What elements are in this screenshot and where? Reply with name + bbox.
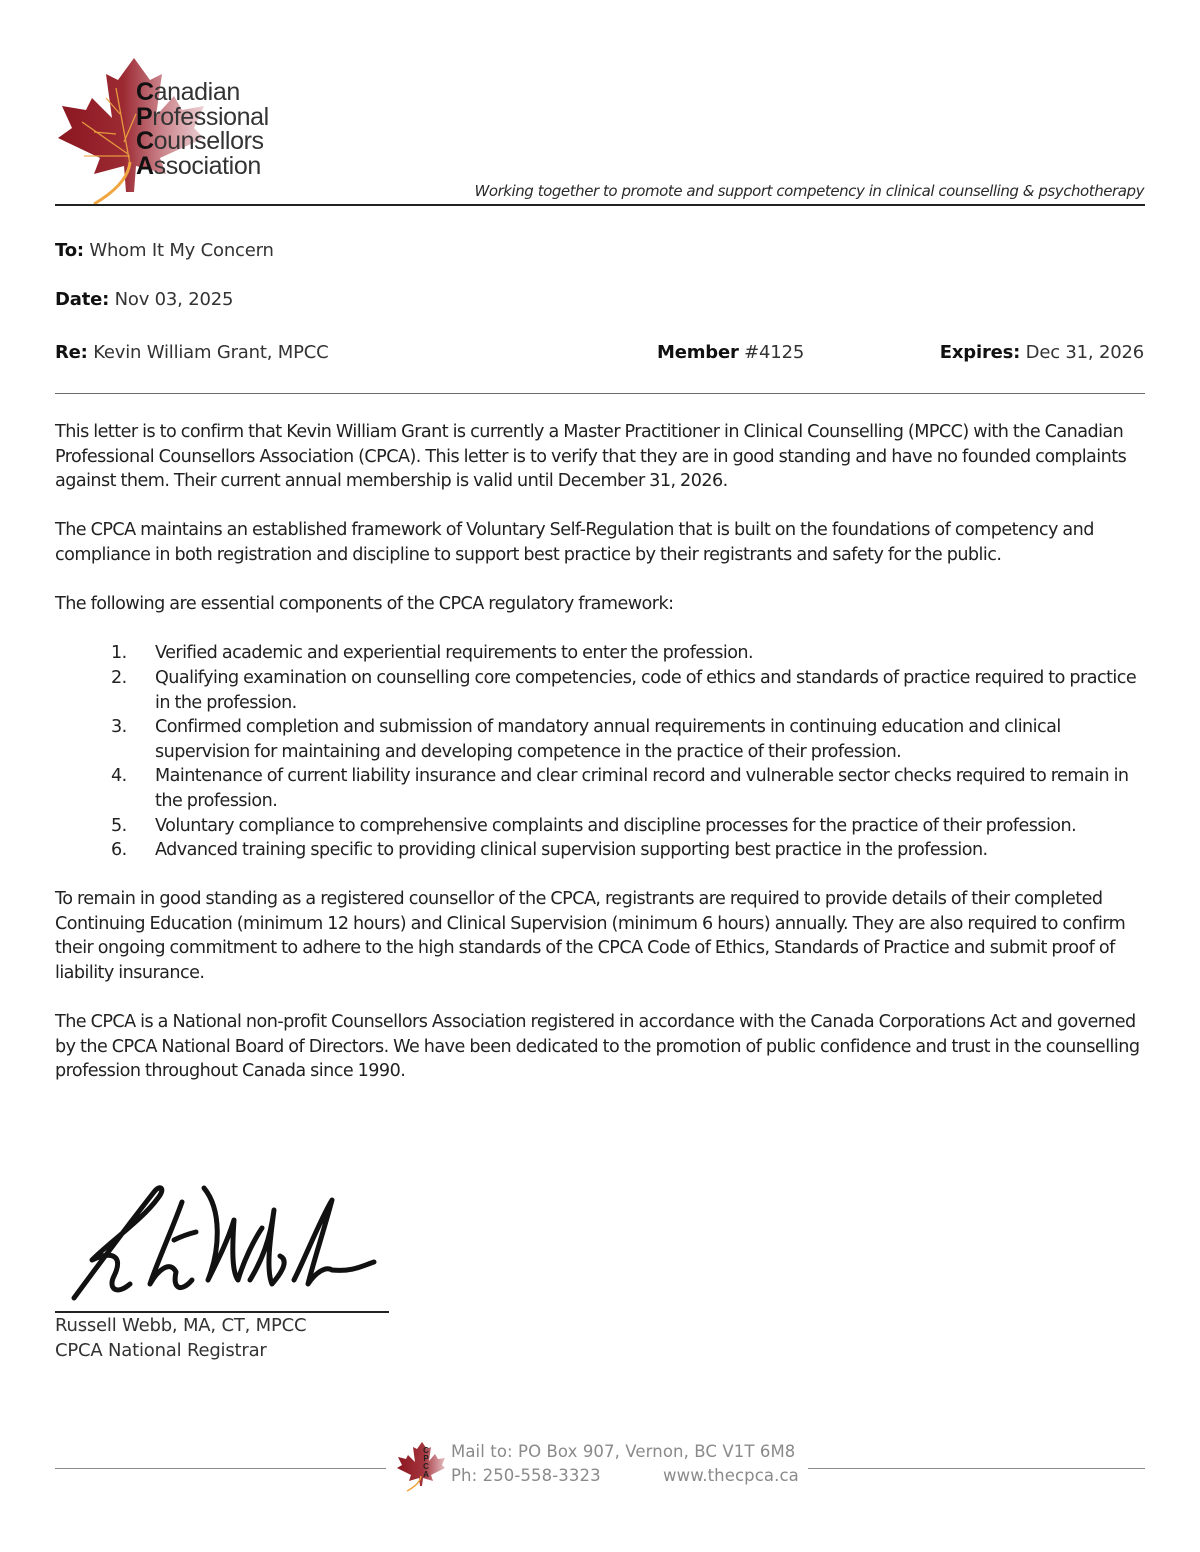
list-item: 1. Verified academic and experiential requirements to enter the profession. (111, 643, 754, 664)
signatory-name: Russell Webb, MA, CT, MPCC (55, 1315, 307, 1336)
date-label: Date: (55, 289, 110, 310)
member-label: Member (657, 342, 739, 363)
footer-rule-right (808, 1468, 1145, 1469)
tagline: Working together to promote and support competency in clinical counselling & psychotherapy (474, 182, 1144, 200)
logo-line-3: Counsellors (136, 127, 264, 155)
member-value: #4125 (738, 342, 805, 363)
logo-line-1: Canadian (136, 78, 240, 106)
footer-mailing-address: Mail to: PO Box 907, Vernon, BC V1T 6M8 (451, 1442, 796, 1461)
footer-phone: Ph: 250-558-3323 (451, 1466, 601, 1485)
expires-label: Expires: (939, 342, 1021, 363)
re-value: Kevin William Grant, MPCC (87, 342, 329, 363)
logo-line-2: Professional (136, 102, 269, 131)
date-line (55, 289, 233, 310)
to-label: To: (55, 240, 84, 261)
footer-rule-left (55, 1468, 386, 1469)
expires-value: Dec 31, 2026 (1020, 342, 1144, 363)
paragraph-components-intro: The following are essential components of the CPCA regulatory framework: (55, 594, 674, 615)
cpca-logo (54, 54, 294, 206)
list-item: 2. Qualifying examination on counselling core competencies, code of ethics and standards of practice required to practice in the profession. (111, 667, 1137, 713)
date-value: Nov 03, 2025 (109, 289, 234, 310)
signatory-title: CPCA National Registrar (55, 1340, 267, 1361)
footer-logo-letter: C (423, 1462, 429, 1471)
re-label: Re: (55, 342, 88, 363)
paragraph-about-cpca: The CPCA is a National non-profit Counsellors Association registered in accordance with the Canada Corporations Act and governed by the CPCA National Board of Directors. We have been dedicated to the promotion of public confidence and trust in the counselling profession throughout Canada since 1990. (55, 1012, 1140, 1082)
re-line (55, 342, 328, 363)
footer-website-link[interactable]: www.thecpca.ca (663, 1466, 799, 1485)
paragraph-confirmation: This letter is to confirm that Kevin William Grant is currently a Master Practitioner in Clinical Counselling (MPCC) with the Canadian Professional Counsellors Association (CPCA). This letter is to verify that they are in good standing and have no founded complaints against them. Their current annual membership is valid until December 31, 2026. (55, 422, 1127, 492)
signature-image (62, 1180, 382, 1310)
letter-body (55, 420, 1150, 1109)
footer-maple-leaf-icon (395, 1440, 447, 1492)
signature-line (55, 1311, 389, 1313)
list-item: 4. Maintenance of current liability insurance and clear criminal record and vulnerable sector checks required to remain in the profession. (111, 766, 1129, 811)
logo-line-4: Association (136, 151, 261, 180)
expires-line (940, 342, 1144, 363)
footer-logo-letter: C (423, 1446, 429, 1455)
to-value: Whom It My Concern (83, 240, 274, 261)
to-line (55, 240, 274, 261)
paragraph-framework: The CPCA maintains an established framework of Voluntary Self-Regulation that is built on the foundations of competency and compliance in both registration and discipline to support best practice by their registrants and safety for the public. (55, 520, 1094, 565)
header-divider (55, 204, 1145, 206)
list-item: 3. Confirmed completion and submission of mandatory annual requirements in continuing education and clinical supervision for maintaining and developing competence in the practice of their profession. (111, 717, 1061, 762)
meta-divider (55, 393, 1145, 394)
member-line (657, 342, 804, 363)
footer-logo-letter: P (423, 1454, 429, 1463)
logo-wordmark (136, 80, 269, 178)
components-list (55, 641, 1150, 862)
list-item: 5. Voluntary compliance to comprehensive complaints and discipline processes for the practice of their profession. (111, 815, 1077, 836)
paragraph-good-standing: To remain in good standing as a registered counsellor of the CPCA, registrants are required to provide details of their completed Continuing Education (minimum 12 hours) and Clinical Supervision (minimum 6 hours) annually. They are also required to confirm their ongoing commitment to adhere to the high standards of the CPCA Code of Ethics, Standards of Practice and submit proof of liability insurance. (55, 889, 1126, 984)
footer-logo-letter: A (423, 1470, 429, 1479)
list-item: 6. Advanced training specific to providing clinical supervision supporting best practice in the profession. (111, 840, 988, 861)
